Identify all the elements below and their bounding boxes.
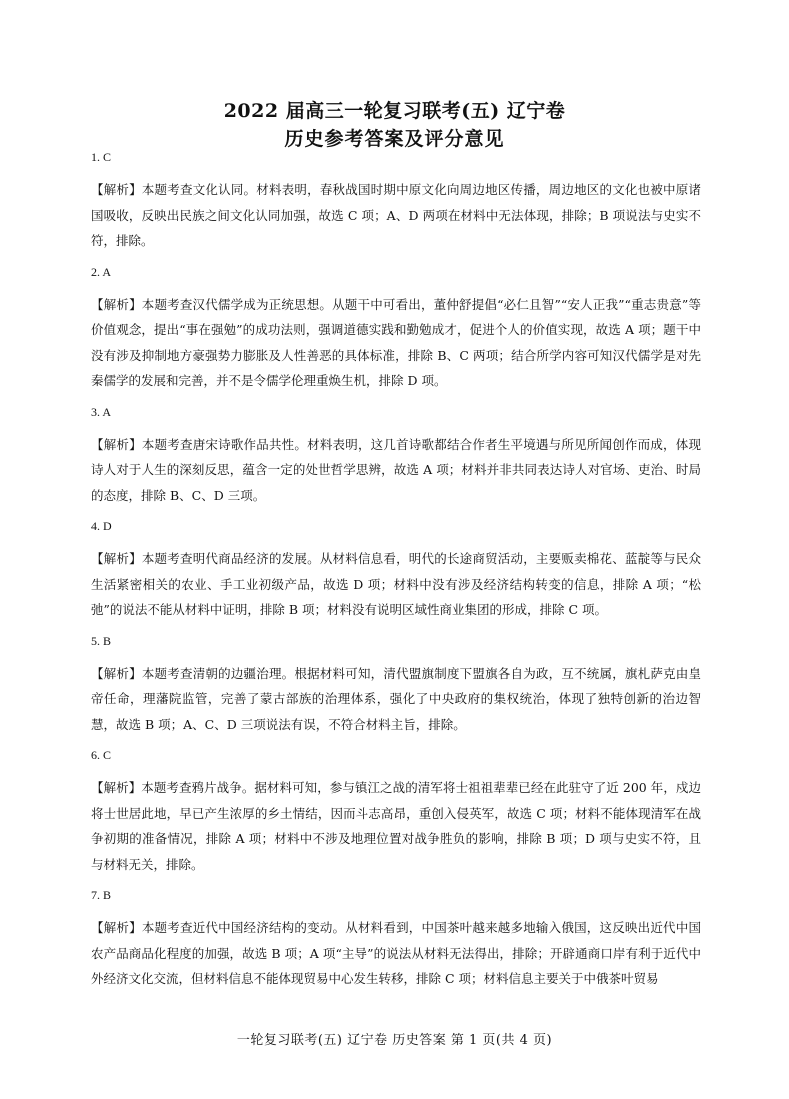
question-number: 5. B [91, 633, 112, 648]
question-analysis: 【解析】本题考查汉代儒学成为正统思想。从题干中可看出，董仲舒提倡“必仁且智”“安人正我”“重志贵意”等价值观念，提出“事在强勉”的成功法则，强调道德实践和勤勉成才，促进个人的价值实现，故选 A 项；题干中没有涉及抑制地方豪强势力膨胀及人性善恶的具体标准，排除 B、C 两项；结合所学内容可知汉代儒学是对先秦儒学的发展和完善，并不是令儒学伦理重焕生机，排除 D 项。 [91, 296, 701, 388]
question-analysis: 【解析】本题考查近代中国经济结构的变动。从材料看到，中国茶叶越来越多地输入俄国，这反映出近代中国农产品商品化程度的加强，故选 B 项；A 项“主导”的说法从材料无法得出，排除；开辟通商口岸有利于近代中外经济文化交流，但材料信息不能体现贸易中心发生转移，排除 C 项；材料信息主要关于中俄茶叶贸易 [91, 920, 701, 986]
question-analysis: 【解析】本题考查唐宋诗歌作品共性。材料表明，这几首诗歌都结合作者生平境遇与所见所闻创作而成，体现诗人对于人生的深刻反思，蕴含一定的处世哲学思辨，故选 A 项；材料并非共同表达诗人对官场、吏治、时局的态度，排除 B、C、D 三项。 [91, 436, 701, 503]
page-title: 2022 届高三一轮复习联考(五) 辽宁卷 [223, 100, 566, 122]
question-analysis: 【解析】本题考查清朝的边疆治理。根据材料可知，清代盟旗制度下盟旗各自为政，互不统属，旗札萨克由皇帝任命，理藩院监管，完善了蒙古部族的治理体系，强化了中央政府的集权统治，体现了独特创新的治边智慧，故选 B 项；A、C、D 三项说法有误，不符合材料主旨，排除。 [91, 665, 701, 732]
answer-list [91, 150, 701, 1003]
page-subtitle: 历史参考答案及评分意见 [284, 128, 505, 150]
question-number: 4. D [91, 519, 112, 533]
question-number: 7. B [91, 888, 112, 902]
question-analysis: 【解析】本题考查文化认同。材料表明，春秋战国时期中原文化向周边地区传播，周边地区的文化也被中原诸国吸收，反映出民族之间文化认同加强，故选 C 项；A、D 两项在材料中无法体现，排除；B 项说法与史实不符，排除。 [91, 182, 701, 248]
page-footer: 一轮复习联考(五) 辽宁卷 历史答案 第 1 页(共 4 页) [236, 1033, 553, 1048]
question-number: 6. C [91, 748, 112, 762]
question-analysis: 【解析】本题考查明代商品经济的发展。从材料信息看，明代的长途商贸活动，主要贩卖棉花、蓝靛等与民众生活紧密相关的农业、手工业初级产品，故选 D 项；材料中没有涉及经济结构转变的信息，排除 A 项；“松弛”的说法不能从材料中证明，排除 B 项；材料没有说明区域性商业集团的形成，排除 C 项。 [91, 551, 701, 617]
question-analysis: 【解析】本题考查鸦片战争。据材料可知，参与镇江之战的清军将士祖祖辈辈已经在此驻守了近 200 年，戍边将士世居此地，早已产生浓厚的乡土情结，因而斗志高昂，重创入侵英军，故选 C 项；材料不能体现清军在战争初期的准备情况，排除 A 项；材料中不涉及地理位置对战争胜负的影响，排除 B 项；D 项与史实不符，且与材料无关，排除。 [91, 780, 701, 872]
question-number: 2. A [91, 264, 112, 279]
question-number: 3. A [91, 404, 112, 419]
question-number: 1. C [91, 150, 112, 164]
